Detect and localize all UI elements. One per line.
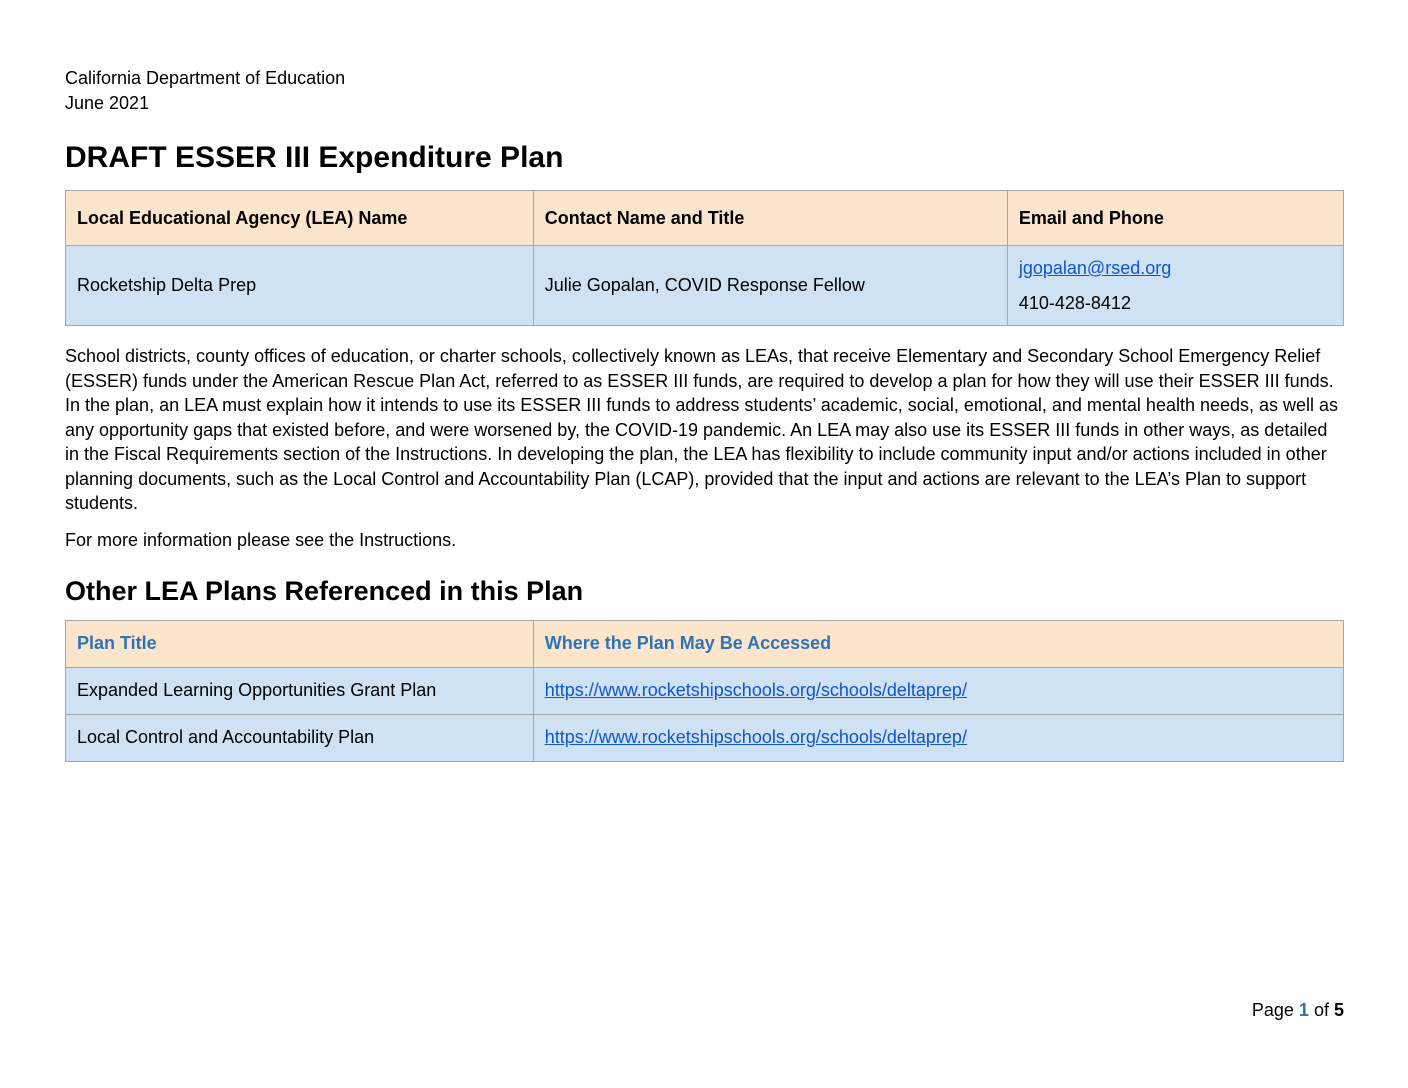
plan-title-header: Plan Title xyxy=(66,620,534,667)
plans-table-row xyxy=(66,714,1344,761)
lea-info-table xyxy=(65,190,1344,326)
intro-paragraph: School districts, county offices of education, or charter schools, collectively known as LEAs, that receive Elementary and Secondary School Emergency Relief (ESSER) funds under the American Rescue Plan Act, referred to as ESSER III funds, are required to develop a plan for how they will use their ESSER III funds. In the plan, an LEA must explain how it intends to use its ESSER III funds to address students’ academic, social, emotional, and mental health needs, as well as any opportunity gaps that existed before, and were worsened by, the COVID-19 pandemic. An LEA may also use its ESSER III funds in other ways, as detailed in the Fiscal Requirements section of the Instructions. In developing the plan, the LEA has flexibility to include community input and/or actions included in other planning documents, such as the Local Control and Accountability Plan (LCAP), provided that the input and actions are relevant to the LEA’s Plan to support students. xyxy=(65,346,1339,513)
lea-table-header-row xyxy=(66,191,1344,246)
page-title: DRAFT ESSER III Expenditure Plan xyxy=(65,141,564,174)
footer-total-pages: 5 xyxy=(1333,1000,1344,1020)
footer-current-page: 1 xyxy=(1298,1000,1309,1020)
lea-table-data-row xyxy=(66,246,1344,326)
email-phone-header: Email and Phone xyxy=(1007,191,1343,246)
plan-title-cell: Expanded Learning Opportunities Grant Plan xyxy=(66,667,534,714)
footer-of-label: of xyxy=(1313,1000,1329,1020)
plans-table-row xyxy=(66,667,1344,714)
phone-value: 410-428-8412 xyxy=(1018,293,1131,313)
plan-access-header: Where the Plan May Be Accessed xyxy=(533,620,1343,667)
page-footer xyxy=(1252,998,1344,1023)
plan-url-cell xyxy=(533,714,1343,761)
email-link[interactable]: jgopalan@rsed.org xyxy=(1018,258,1172,278)
header-date: June 2021 xyxy=(65,93,150,113)
contact-cell: Julie Gopalan, COVID Response Fellow xyxy=(533,246,1007,326)
email-phone-cell xyxy=(1007,246,1343,326)
header-org: California Department of Education xyxy=(65,68,346,88)
contact-header: Contact Name and Title xyxy=(533,191,1007,246)
more-info-line: For more information please see the Instructions. xyxy=(65,529,457,550)
plan-url-cell xyxy=(533,667,1343,714)
lea-name-cell: Rocketship Delta Prep xyxy=(66,246,534,326)
other-plans-table xyxy=(65,620,1344,762)
email-line xyxy=(1019,256,1332,280)
plan-url-link[interactable]: https://www.rocketshipschools.org/schools/deltaprep/ xyxy=(544,680,967,700)
other-plans-heading: Other LEA Plans Referenced in this Plan xyxy=(65,575,584,606)
lea-name-header: Local Educational Agency (LEA) Name xyxy=(66,191,534,246)
footer-page-label: Page xyxy=(1251,1000,1294,1020)
plan-title-cell: Local Control and Accountability Plan xyxy=(66,714,534,761)
plans-table-header-row xyxy=(66,620,1344,667)
plan-url-link[interactable]: https://www.rocketshipschools.org/schools/deltaprep/ xyxy=(544,727,967,747)
